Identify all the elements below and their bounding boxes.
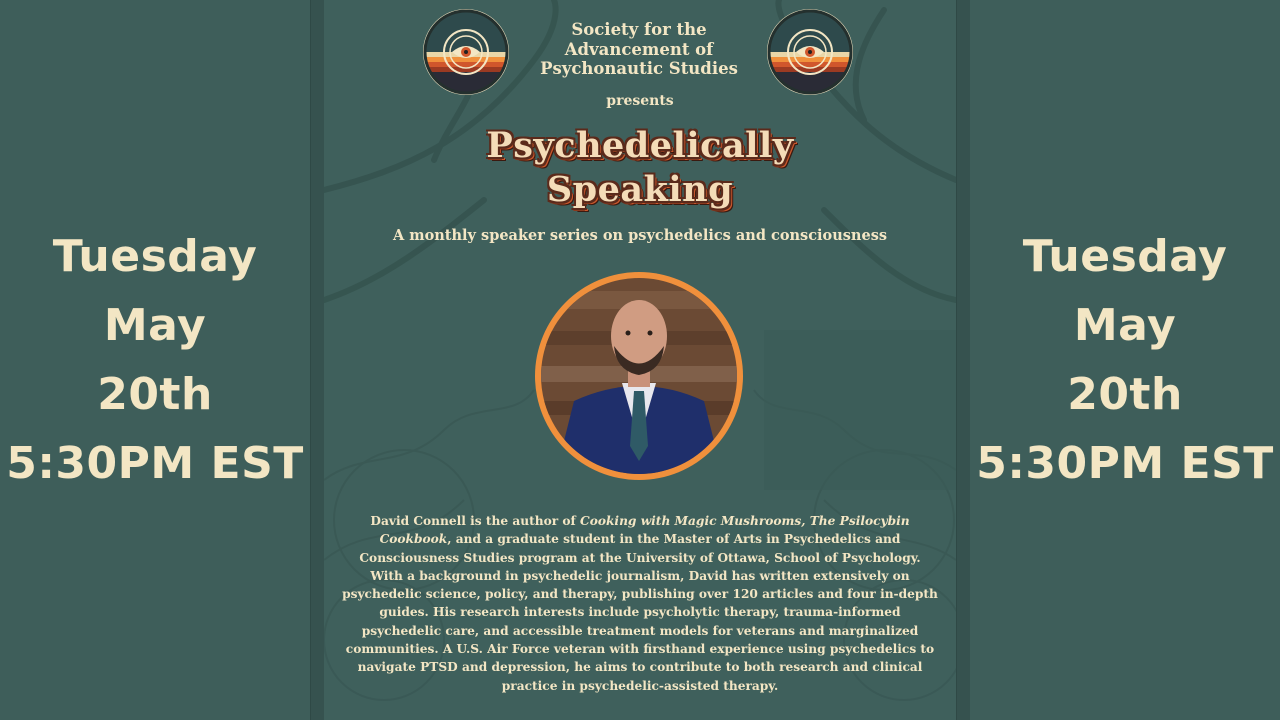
org-line-3: Psychonautic Studies <box>540 59 738 78</box>
left-month: May <box>103 300 207 351</box>
left-date: 20th <box>97 369 213 420</box>
bio-text-2: , and a graduate student in the Master of Arts in Psychedelics and Consciousness Studies program at the University of Ottawa, School of Psychology. With a background in psychedelic journalism, David has written extensively on psychedelic science, policy, and therapy, publishing over 120 articles and four in-depth guides. His research interests include psycholytic therapy, trauma-informed psychedelic care, and accessible treatment models for veterans and marginalized communities. A U.S. Air Force veteran with firsthand experience using psychedelics to navigate PTSD and depression, he aims to contribute to both research and clinical practice in psychedelic-assisted therapy. <box>342 532 938 693</box>
bio-text-1: David Connell is the author of <box>370 514 581 528</box>
org-line-1: Society for the <box>571 20 707 39</box>
eye-mandala-icon <box>766 8 854 96</box>
bio-book-titles: Cooking with Magic Mushrooms, The Psilocybin Cookbook <box>379 514 910 547</box>
right-date-panel <box>970 0 1280 720</box>
series-title <box>324 124 956 212</box>
title-line-2: Speaking <box>546 169 734 210</box>
right-day: Tuesday <box>1022 231 1228 282</box>
speaker-bio <box>342 512 938 695</box>
title-line-1: Psychedelically <box>486 125 794 166</box>
left-day: Tuesday <box>52 231 258 282</box>
right-time: 5:30PM EST <box>976 438 1274 489</box>
org-line-2: Advancement of <box>564 39 714 59</box>
right-date: 20th <box>1067 369 1183 420</box>
right-month: May <box>1073 300 1177 351</box>
left-time: 5:30PM EST <box>6 438 304 489</box>
series-tagline: A monthly speaker series on psychedelics and consciousness <box>392 227 888 244</box>
event-poster <box>324 0 956 720</box>
organization-name <box>514 20 764 79</box>
eye-mandala-icon <box>422 8 510 96</box>
left-date-panel <box>0 0 310 720</box>
speaker-portrait <box>534 271 744 481</box>
presents-label: presents <box>606 93 674 109</box>
